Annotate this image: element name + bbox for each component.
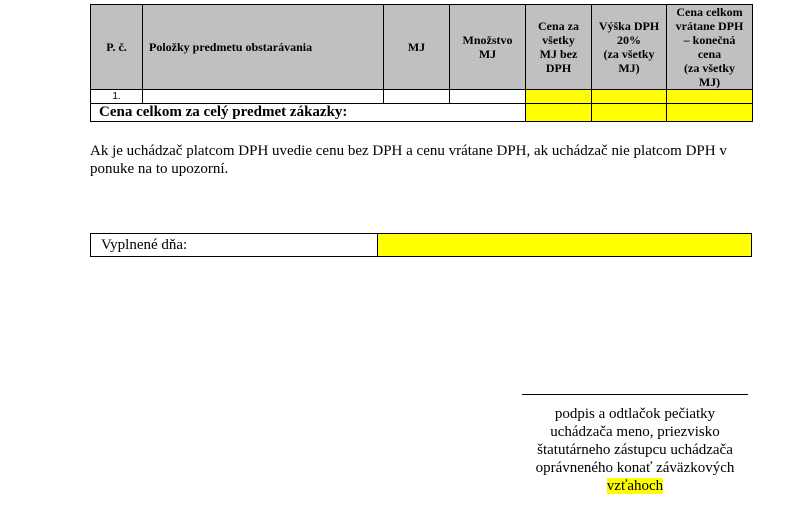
header-qty-line: Množstvo	[462, 33, 513, 47]
row-qty-cell[interactable]	[450, 90, 526, 104]
header-vat-line: MJ)	[618, 61, 640, 75]
filled-date-label: Vyplnené dňa:	[91, 234, 378, 257]
header-vat-line: Výška DPH	[598, 19, 660, 33]
filled-date-table	[90, 233, 752, 257]
signature-caption-text: podpis a odtlačok pečiatky uchádzača meno, priezvisko štatutárneho zástupcu uchádzača oprávneného konať záväzkových	[535, 406, 735, 476]
header-total-line: Cena celkom	[676, 5, 743, 19]
table-row	[91, 90, 753, 104]
row-price-ex-vat-cell[interactable]	[526, 90, 592, 104]
price-table	[90, 4, 753, 122]
header-qty	[450, 5, 526, 90]
header-vat-line: (za všetky	[603, 47, 655, 61]
vat-note: Ak je uchádzač platcom DPH uvedie cenu bez DPH a cenu vrátane DPH, ak uchádzač nie platcom DPH v ponuke na to upozorní.	[90, 143, 727, 177]
header-qty-line: MJ	[478, 47, 497, 61]
header-total-line: (za všetky	[684, 61, 735, 75]
header-price-line: Cena za	[538, 19, 579, 33]
header-total-line: cena	[697, 47, 722, 61]
header-num: P. č.	[91, 5, 143, 90]
header-mj: MJ	[384, 5, 450, 90]
row-total-cell[interactable]	[667, 90, 753, 104]
header-total-line: vrátane DPH	[675, 19, 744, 33]
header-price-line: DPH	[545, 61, 572, 75]
row-mj-cell[interactable]	[384, 90, 450, 104]
total-vat-cell[interactable]	[592, 104, 667, 122]
total-sum-cell[interactable]	[667, 104, 753, 122]
total-row	[91, 104, 753, 122]
row-num: 1.	[91, 90, 143, 104]
signature-caption-highlight: vzťahoch	[606, 478, 664, 494]
header-vat	[592, 5, 667, 90]
header-total-line: – konečná	[683, 33, 736, 47]
header-price-ex-vat	[526, 5, 592, 90]
header-price-line: všetky	[542, 33, 575, 47]
row-vat-cell[interactable]	[592, 90, 667, 104]
signature-line	[522, 394, 748, 395]
row-item-cell[interactable]	[143, 90, 384, 104]
header-total	[667, 5, 753, 90]
total-label: Cena celkom za celý predmet zákazky:	[91, 104, 526, 122]
header-vat-line: 20%	[617, 33, 641, 47]
table-header-row	[91, 5, 753, 90]
header-total-line: MJ)	[698, 75, 721, 89]
header-price-line: MJ bez	[539, 47, 578, 61]
total-price-ex-vat-cell[interactable]	[526, 104, 592, 122]
header-items: Položky predmetu obstarávania	[143, 5, 384, 90]
filled-date-field[interactable]	[378, 234, 752, 257]
signature-caption	[522, 405, 748, 495]
